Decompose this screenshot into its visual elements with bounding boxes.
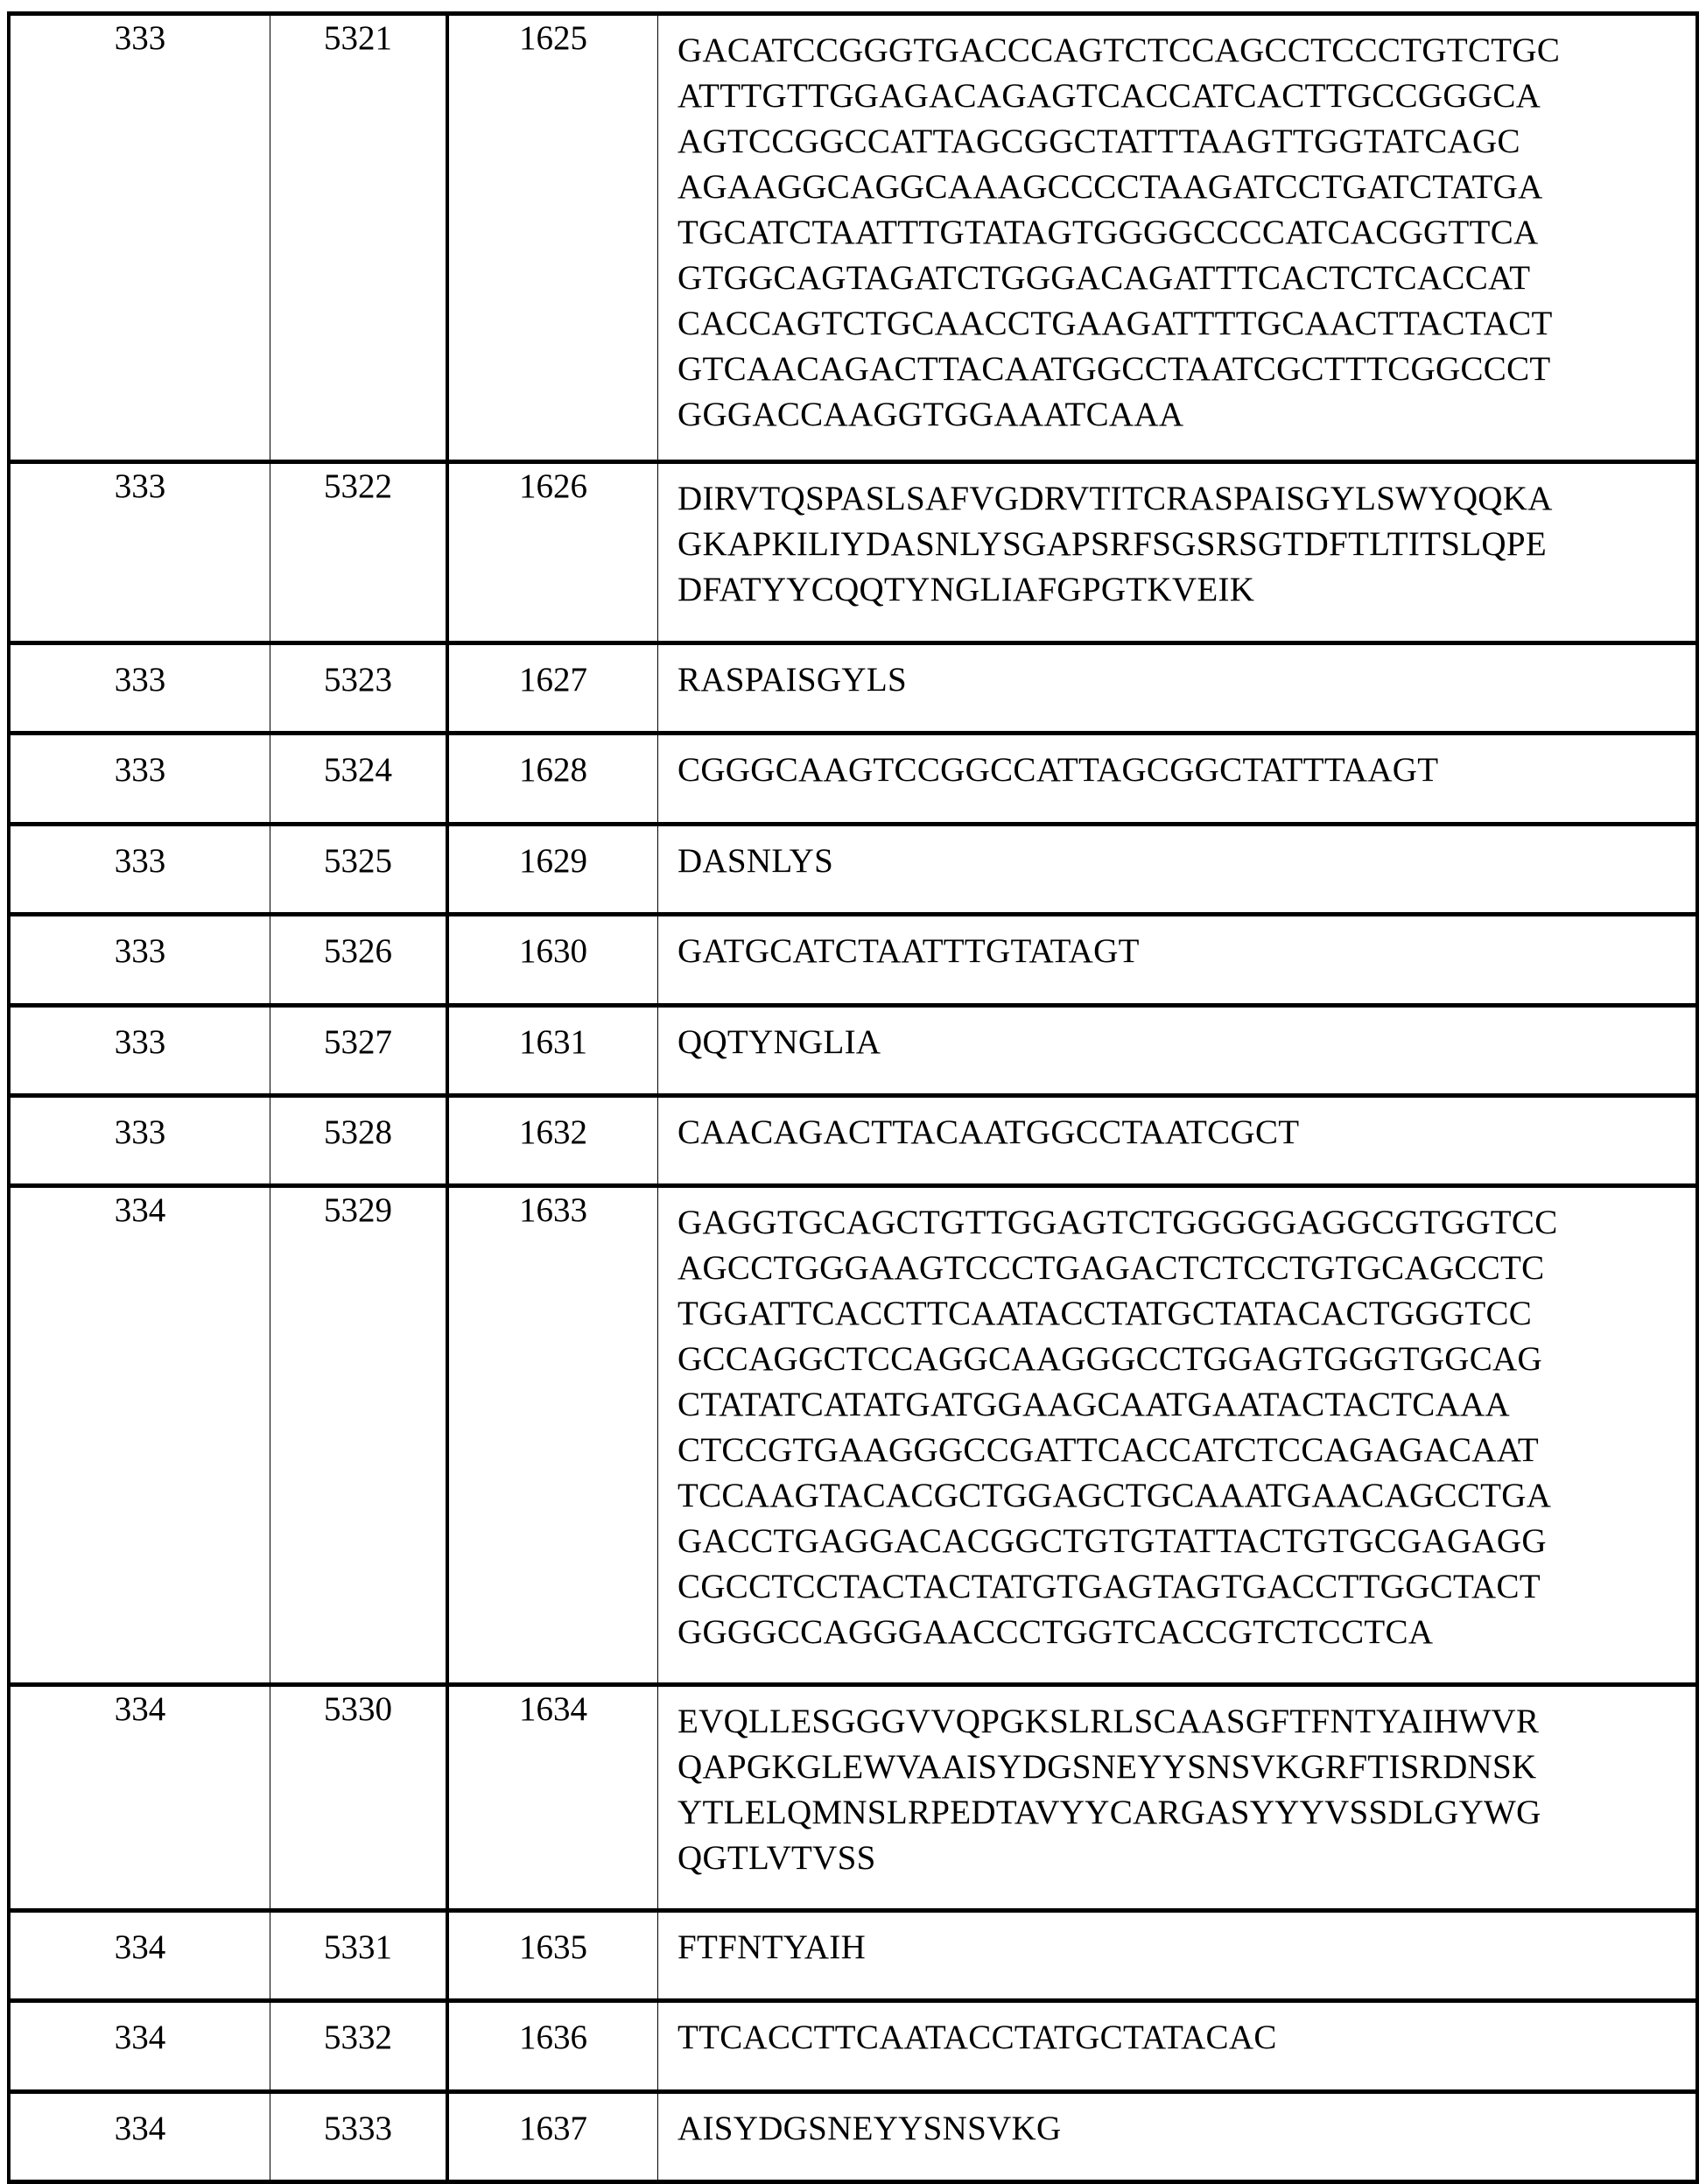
seq-number-cell-text: 1637 [519,2110,587,2147]
seq-number-cell [447,14,658,462]
table-row [9,1006,1697,1096]
seq-id-cell-text: 5329 [324,1191,392,1229]
sequence-cell [658,14,1698,462]
seq-id-cell [270,643,448,734]
sequence-line: TTCACCTTCAATACCTATGCTATACAC [677,2019,1277,2056]
antibody-id-cell-text: 334 [114,1191,166,1229]
antibody-id-cell-text: 333 [114,842,166,880]
seq-id-cell-text: 5331 [324,1928,392,1966]
sequence-line: CACCAGTCTGCAACCTGAAGATTTTGCAACTTACTACT [677,305,1553,342]
sequence-text [677,2003,1695,2061]
sequence-line: CAACAGACTTACAATGGCCTAATCGCT [677,1113,1300,1151]
antibody-id-cell [9,2001,270,2092]
seq-number-cell-text: 1628 [519,751,587,789]
sequence-line: FTFNTYAIH [677,1928,867,1966]
seq-id-cell-text: 5325 [324,842,392,880]
seq-number-cell-text: 1626 [519,467,587,505]
seq-number-cell [447,1186,658,1685]
table-row [9,462,1697,643]
antibody-id-cell-text: 334 [114,2110,166,2147]
antibody-id-cell [9,2092,270,2182]
seq-number-cell-text: 1630 [519,932,587,970]
seq-number-cell-text: 1634 [519,1690,587,1728]
sequence-line: QGTLVTVSS [677,1839,876,1877]
antibody-id-cell [9,1006,270,1096]
sequence-cell [658,1006,1698,1096]
seq-number-cell [447,2001,658,2092]
sequence-line: CTATATCATATGATGGAAGCAATGAATACTACTCAAA [677,1386,1510,1423]
sequence-cell [658,462,1698,643]
seq-id-cell-text: 5324 [324,751,392,789]
sequence-text [677,645,1695,703]
sequence-cell [658,1096,1698,1186]
antibody-id-cell-text: 333 [114,661,166,699]
seq-number-cell [447,1685,658,1911]
table-row [9,1911,1697,2001]
sequence-text [677,1008,1695,1065]
seq-id-cell-text: 5332 [324,2019,392,2056]
seq-id-cell-text: 5326 [324,932,392,970]
antibody-id-cell [9,1911,270,2001]
table-row [9,1096,1697,1186]
antibody-id-cell-text: 334 [114,1690,166,1728]
seq-id-cell-text: 5322 [324,467,392,505]
sequence-line: GAGGTGCAGCTGTTGGAGTCTGGGGGAGGCGTGGTCC [677,1204,1558,1241]
seq-id-cell-text: 5321 [324,19,392,57]
sequence-line: TGCATCTAATTTGTATAGTGGGGCCCCATCACGGTTCA [677,214,1539,251]
seq-number-cell-text: 1636 [519,2019,587,2056]
sequence-cell [658,825,1698,915]
seq-id-cell [270,825,448,915]
sequence-text [677,16,1695,438]
sequence-line: TCCAAGTACACGCTGGAGCTGCAAATGAACAGCCTGA [677,1477,1552,1514]
sequence-line: GKAPKILIYDASNLYSGAPSRFSGSRSGTDFTLTITSLQPE [677,525,1547,563]
seq-id-cell-text: 5328 [324,1113,392,1151]
seq-id-cell-text: 5333 [324,2110,392,2147]
seq-id-cell [270,915,448,1006]
seq-id-cell [270,1685,448,1911]
sequence-cell [658,2092,1698,2182]
seq-number-cell [447,1911,658,2001]
table-row [9,2001,1697,2092]
seq-id-cell-text: 5323 [324,661,392,699]
sequence-line: GACATCCGGGTGACCCAGTCTCCAGCCTCCCTGTCTGC [677,32,1561,69]
sequence-text [677,916,1695,974]
antibody-id-cell [9,643,270,734]
sequence-cell [658,2001,1698,2092]
antibody-id-cell-text: 333 [114,467,166,505]
sequence-line: DFATYYCQQTYNGLIAFGPGTKVEIK [677,571,1255,608]
table-body [9,14,1697,2182]
seq-number-cell-text: 1632 [519,1113,587,1151]
seq-number-cell [447,825,658,915]
sequence-line: DIRVTQSPASLSAFVGDRVTITCRASPAISGYLSWYQQKA [677,480,1553,517]
seq-number-cell [447,2092,658,2182]
sequence-line: QQTYNGLIA [677,1023,881,1061]
sequence-line: AGAAGGCAGGCAAAGCCCCTAAGATCCTGATCTATGA [677,168,1543,206]
table-row [9,1186,1697,1685]
antibody-id-cell [9,14,270,462]
seq-id-cell [270,1186,448,1685]
sequence-cell [658,643,1698,734]
sequence-line: ATTTGTTGGAGACAGAGTCACCATCACTTGCCGGGCA [677,77,1541,115]
sequence-text [677,826,1695,884]
antibody-id-cell [9,1096,270,1186]
table-row [9,14,1697,462]
sequence-line: GGGACCAAGGTGGAAATCAAA [677,396,1184,433]
seq-number-cell [447,915,658,1006]
sequence-line: GCCAGGCTCCAGGCAAGGGCCTGGAGTGGGTGGCAG [677,1340,1542,1378]
seq-id-cell-text: 5327 [324,1023,392,1061]
seq-id-cell [270,2092,448,2182]
sequence-text [677,464,1695,613]
seq-id-cell [270,14,448,462]
seq-id-cell [270,734,448,825]
table-row [9,1685,1697,1911]
sequence-line: AISYDGSNEYYSNSVKG [677,2110,1062,2147]
seq-id-cell [270,1006,448,1096]
seq-number-cell [447,734,658,825]
antibody-id-cell [9,734,270,825]
seq-number-cell [447,462,658,643]
sequence-line: GATGCATCTAATTTGTATAGT [677,932,1140,970]
sequence-line: YTLELQMNSLRPEDTAVYYCARGASYYYVSSDLGYWG [677,1794,1541,1831]
antibody-id-cell-text: 333 [114,751,166,789]
table-row [9,643,1697,734]
sequence-line: TGGATTCACCTTCAATACCTATGCTATACACTGGGTCC [677,1295,1533,1332]
seq-number-cell-text: 1627 [519,661,587,699]
seq-id-cell-text: 5330 [324,1690,392,1728]
antibody-id-cell [9,915,270,1006]
sequence-line: CTCCGTGAAGGGCCGATTCACCATCTCCAGAGACAAT [677,1431,1540,1469]
seq-number-cell-text: 1631 [519,1023,587,1061]
seq-number-cell [447,1096,658,1186]
table-row [9,825,1697,915]
seq-number-cell-text: 1629 [519,842,587,880]
sequence-line: DASNLYS [677,842,834,880]
antibody-id-cell-text: 333 [114,1113,166,1151]
table-row [9,2092,1697,2182]
antibody-id-cell-text: 333 [114,19,166,57]
sequence-cell [658,915,1698,1006]
sequence-line: AGTCCGGCCATTAGCGGCTATTTAAGTTGGTATCAGC [677,123,1520,160]
antibody-id-cell-text: 334 [114,1928,166,1966]
seq-number-cell [447,643,658,734]
seq-number-cell-text: 1633 [519,1191,587,1229]
sequence-line: AGCCTGGGAAGTCCCTGAGACTCTCCTGTGCAGCCTC [677,1249,1545,1287]
table-row [9,734,1697,825]
antibody-id-cell-text: 333 [114,932,166,970]
sequence-cell [658,1186,1698,1685]
sequence-line: GACCTGAGGACACGGCTGTGTATTACTGTGCGAGAGG [677,1522,1547,1560]
sequence-cell [658,1911,1698,2001]
sequence-table [7,11,1699,2184]
antibody-id-cell-text: 334 [114,2019,166,2056]
antibody-id-cell [9,825,270,915]
sequence-line: GTCAACAGACTTACAATGGCCTAATCGCTTTCGGCCCT [677,350,1551,388]
antibody-id-cell [9,1685,270,1911]
antibody-id-cell-text: 333 [114,1023,166,1061]
sequence-text [677,1188,1695,1655]
seq-id-cell [270,1096,448,1186]
sequence-line: RASPAISGYLS [677,661,907,699]
sequence-line: GGGGCCAGGGAACCCTGGTCACCGTCTCCTCA [677,1613,1434,1651]
antibody-id-cell [9,462,270,643]
seq-id-cell [270,2001,448,2092]
seq-id-cell [270,1911,448,2001]
sequence-line: CGGGCAAGTCCGGCCATTAGCGGCTATTTAAGT [677,751,1439,789]
sequence-text [677,2094,1695,2152]
sequence-line: CGCCTCCTACTACTATGTGAGTAGTGACCTTGGCTACT [677,1568,1541,1605]
sequence-cell [658,1685,1698,1911]
seq-number-cell [447,1006,658,1096]
sequence-line: QAPGKGLEWVAAISYDGSNEYYSNSVKGRFTISRDNSK [677,1748,1537,1786]
table-row [9,915,1697,1006]
sequence-cell [658,734,1698,825]
sequence-text [677,1913,1695,1970]
sequence-line: EVQLLESGGGVVQPGKSLRLSCAASGFTFNTYAIHWVR [677,1703,1540,1740]
sequence-text [677,1098,1695,1155]
seq-number-cell-text: 1635 [519,1928,587,1966]
sequence-line: GTGGCAGTAGATCTGGGACAGATTTCACTCTCACCAT [677,259,1531,297]
sequence-text [677,735,1695,793]
seq-number-cell-text: 1625 [519,19,587,57]
seq-id-cell [270,462,448,643]
antibody-id-cell [9,1186,270,1685]
sequence-text [677,1687,1695,1881]
